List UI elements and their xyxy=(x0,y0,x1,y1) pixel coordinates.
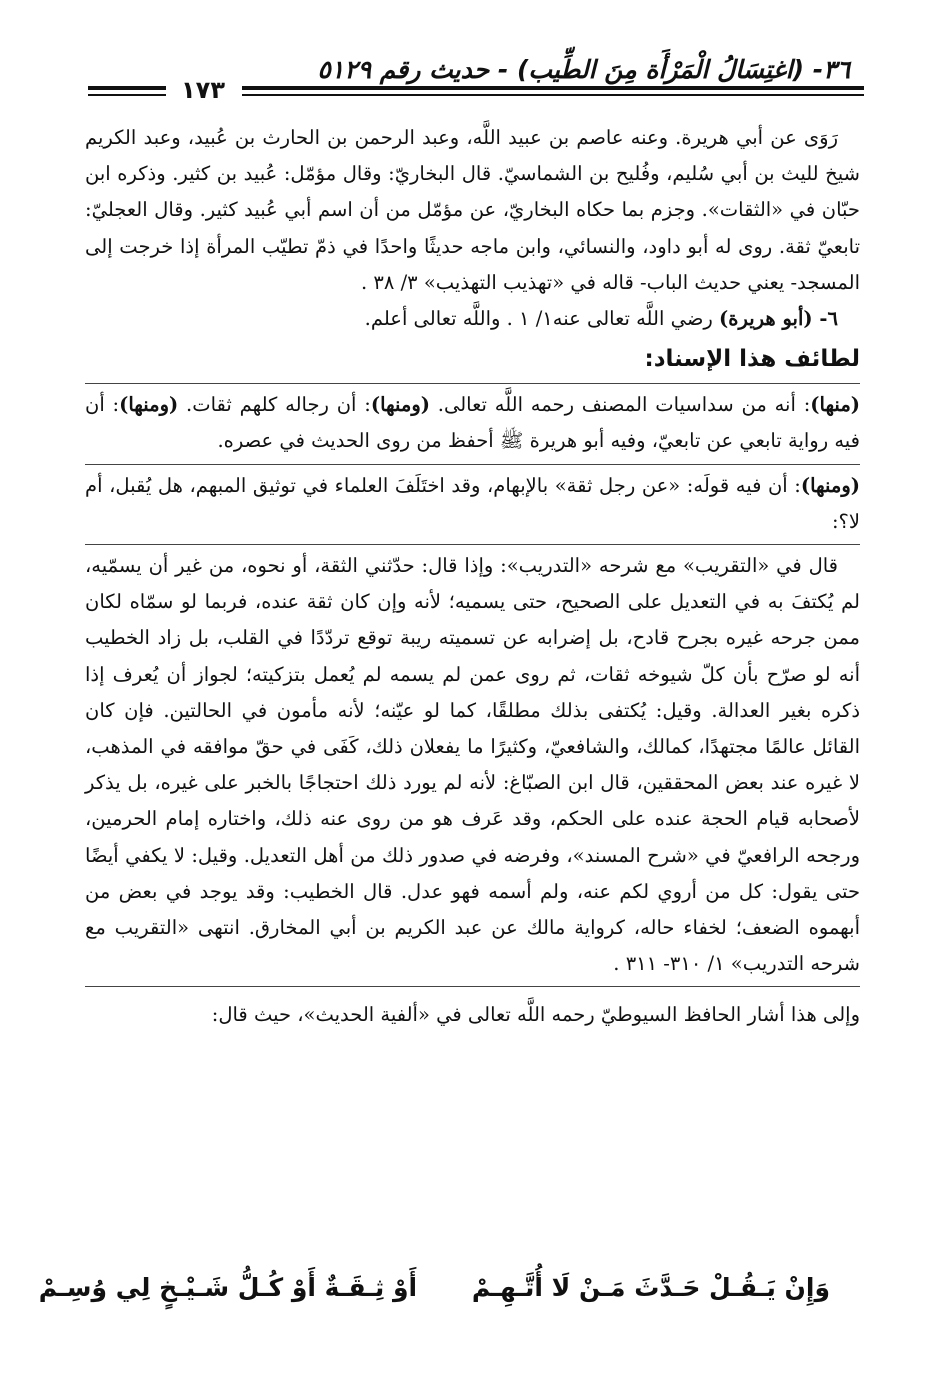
paragraph-divider xyxy=(85,986,860,987)
poem-verse xyxy=(38,1268,830,1308)
subtleties-paragraph xyxy=(85,387,860,459)
minha-label: (ومنها) xyxy=(119,393,179,417)
paragraph-divider xyxy=(85,464,860,465)
ambiguous-narrator-paragraph xyxy=(85,468,860,540)
subtlety-text: : أنه من سداسيات المصنف رحمه اللَّه تعالى. xyxy=(429,393,811,417)
page-number: ١٧٣ xyxy=(181,76,225,104)
verse-hemistich-first: وَإِنْ يَـقُـلْ حَـدَّثَ مَـنْ لَا أُتَّـهِـمْ xyxy=(471,1273,830,1302)
subtlety-text: : أن فيه قولَه: «عن رجل ثقة» بالإبهام، وقد اختَلَفَ العلماء في توثيق المبهم، هل يُقبل، أم لا؟: xyxy=(85,473,860,533)
narrator-bio-paragraph: رَوَى عن أبي هريرة. وعنه عاصم بن عبيد اللَّه، وعبد الرحمن بن الحارث بن عُبيد، وعبد الكريم شيخ لليث بن أبي سُليم، وفُليح بن الشماسيّ. قال البخاريّ: وقال مؤمّل: عُبيد بن كثير. وذكره ابن حبّان في «الثقات». وجزم بما حكاه البخاريّ، عن مؤمّل من أن اسم أبي عُبيد كثير. وقال العجليّ: تابعيّ ثقة. روى له أبو داود، والنسائي، وابن ماجه حديثًا واحدًا في ذمّ تطيّب المرأة إذا خرجت إلى المسجد- يعني حديث الباب- قاله في «تهذيب التهذيب» ٣/ ٣٨ . xyxy=(85,126,860,294)
narrator-abu-hurayra-text: رضي اللَّه تعالى عنه١/ ١ . واللَّه تعالى أعلم. xyxy=(364,307,720,331)
minha-label: (منها) xyxy=(810,393,860,417)
verse-hemistich-second: أَوْ ثِـقَـةٌ أَوْ كُـلُّ شَـيْـخٍ لِي وُسِـمْ xyxy=(38,1273,418,1302)
minha-label: (ومنها) xyxy=(370,393,430,417)
narrator-number-name: ٦- (أبو هريرة) xyxy=(719,307,838,331)
header-rule-left-thick xyxy=(88,86,166,90)
paragraph-divider xyxy=(85,544,860,545)
section-heading: لطائف هذا الإسناد: xyxy=(644,346,860,373)
suyuti-intro-paragraph: وإلى هذا أشار الحافظ السيوطيّ رحمه اللَّه تعالى في «ألفية الحديث»، حيث قال: xyxy=(211,1003,860,1027)
section-divider xyxy=(85,383,860,384)
subtlety-text: : أن فيه رواية تابعي عن تابعيّ، وفيه أبو هريرة ﷺ أحفظ من روى الحديث في عصره. xyxy=(85,393,860,453)
running-header-title: ٣٦- (اغتِسَالُ الْمَرْأَة مِنَ الطِّيب) - حديث رقم ٥١٢٩ xyxy=(317,55,850,84)
header-rule-right-thin xyxy=(242,94,864,96)
header-rule-right-thick xyxy=(242,86,864,90)
minha-label: (ومنها) xyxy=(800,473,860,497)
header-rule-left-thin xyxy=(88,94,166,96)
main-text xyxy=(85,120,860,1034)
subtlety-text: : أن رجاله كلهم ثقات. xyxy=(178,393,371,417)
narrator-abu-hurayra-paragraph xyxy=(85,301,860,337)
taqrib-quote-paragraph: قال في «التقريب» مع شرحه «التدريب»: وإذا قال: حدّثني الثقة، أو نحوه، من غير أن يسمّيه، لم يُكتفَ به في التعديل على الصحيح، حتى يسميه؛ لأنه وإن كان ثقة عنده، فربما لو سمّاه لكان ممن جرحه غيره بجرح قادح، بل إضرابه عن تسميته ريبة توقع تردّدًا في القلب، بل زاد الخطيب أنه لو صرّح بأن كلّ شيوخه ثقات، ثم روى عمن لم يسمه لم يُعمل بتزكيته؛ لجواز أن يُعرف إذا ذكره بغير العدالة. وقيل: يُكتفى بذلك مطلقًا، كما لو عيّنه؛ لأنه مأمون في الحالتين. فإن كان القائل عالمًا مجتهدًا، كمالك، والشافعيّ، وكثيرًا ما يفعلان ذلك، كَفَى في حقّ موافقه في المذهب، لا غيره عند بعض المحققين، قال ابن الصبّاغ: لأنه لم يورد ذلك احتجاجًا بالخبر على غيره، بل يذكر لأصحابه قيام الحجة عنده على الحكم، وقد عَرف هو من روى عنه ذلك، واختاره إمام الحرمين، ورجحه الرافعيّ في «شرح المسند»، وفرضه في صدور ذلك من أهل التعديل. وقيل: لا يكفي أيضًا حتى يقول: كل من أروي لكم عنه، ولم أسمه فهو عدل. قال الخطيب: وقد يوجد في بعض من أبهموه الضعف؛ لخفاء حاله، كرواية مالك عن عبد الكريم بن أبي المخارق. انتهى «التقريب مع شرحه التدريب» ١/ ٣١٠- ٣١١ . xyxy=(85,554,860,976)
